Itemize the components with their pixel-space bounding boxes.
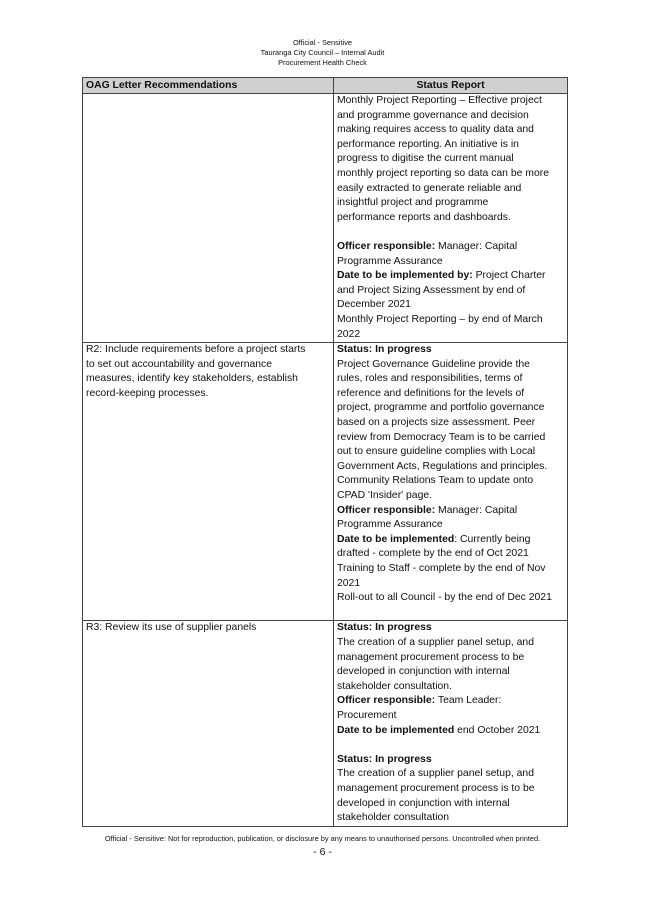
status-text-line: The creation of a supplier panel setup, and (337, 636, 534, 648)
date-text-line: 2021 (337, 577, 361, 589)
status-text-line: insightful project and programme (337, 197, 489, 209)
status-text-line: rules, roles and responsibilities, terms of (337, 373, 523, 385)
officer-value: Manager: Capital (435, 240, 518, 252)
status-text-line: management procurement process is to be (337, 782, 535, 794)
status-text-line: monthly project reporting so data can be more (337, 167, 549, 179)
status-text-line: performance reports and dashboards. (337, 211, 511, 223)
status-text-line: performance reporting. An initiative is in (337, 138, 519, 150)
officer-value-cont: Procurement (337, 709, 397, 721)
status-text-line: Project Governance Guideline provide the (337, 358, 530, 370)
recommendation-text-line: measures, identify key stakeholders, establish (86, 373, 298, 385)
officer-value-cont: Programme Assurance (337, 255, 443, 267)
date-value: Project Charter (472, 270, 546, 282)
status-text-line: progress to digitise the current manual (337, 153, 514, 165)
officer-label: Officer responsible: (337, 504, 436, 516)
recommendation-text-line: R2: Include requirements before a project starts (86, 344, 306, 356)
recommendation-cell (83, 343, 334, 621)
recommendations-table (82, 77, 568, 827)
status-cell (334, 343, 568, 621)
recommendation-text-line: record-keeping processes. (86, 387, 209, 399)
officer-line (337, 504, 564, 519)
officer-label: Officer responsible: (337, 695, 436, 707)
table-row (83, 621, 568, 826)
status-text-line: review from Democracy Team is to be carried (337, 431, 546, 443)
status-text-line: easily extracted to generate reliable and (337, 182, 522, 194)
blank-line (337, 225, 564, 240)
status-text-line: project, programme and portfolio governance (337, 402, 545, 414)
recommendation-text-line: R3: Review its use of supplier panels (86, 622, 257, 634)
date-label: Date to be implemented (337, 724, 455, 736)
date-text-line: Roll-out to all Council - by the end of Dec 2021 (337, 592, 552, 604)
date-line (337, 724, 564, 739)
date-label: Date to be implemented by: (337, 270, 473, 282)
page-number: - 6 - (313, 846, 332, 858)
date-text-line: drafted - complete by the end of Oct 2021 (337, 548, 529, 560)
status-text-line: developed in conjunction with internal (337, 797, 510, 809)
status-text-line: reference and definitions for the levels of (337, 387, 525, 399)
status-text-line: and programme governance and decision (337, 109, 529, 121)
table-header-row (83, 78, 568, 94)
status-text-line: based on a projects size assessment. Peer (337, 417, 536, 429)
date-text-line: Monthly Project Reporting – by end of March (337, 313, 543, 325)
status-text-line: out to ensure guideline complies with Local (337, 446, 536, 458)
date-line (337, 269, 564, 284)
header-status-report: Status Report (334, 78, 568, 94)
date-value: : Currently being (454, 533, 531, 545)
blank-line (337, 606, 564, 621)
status-label: Status: In progress (337, 622, 432, 634)
status-cell (334, 94, 568, 343)
date-value: end October 2021 (454, 724, 541, 736)
date-text-line: and Project Sizing Assessment by end of (337, 284, 526, 296)
organisation-label: Tauranga City Council – Internal Audit (260, 48, 385, 57)
status-text-line: developed in conjunction with internal (337, 666, 510, 678)
status-text-line: Community Relations Team to update onto (337, 475, 534, 487)
header-recommendations: OAG Letter Recommendations (83, 78, 334, 94)
blank-line (337, 738, 564, 753)
status-label: Status: In progress (337, 753, 432, 765)
status-text-line: stakeholder consultation. (337, 680, 452, 692)
status-text-line: Monthly Project Reporting – Effective project (337, 95, 542, 106)
table-row (83, 343, 568, 621)
status-text-line: The creation of a supplier panel setup, and (337, 768, 534, 780)
officer-value: Manager: Capital (435, 504, 518, 516)
recommendation-text-line: to set out accountability and governance (86, 358, 273, 370)
officer-value-cont: Programme Assurance (337, 519, 443, 531)
page-header (0, 38, 645, 68)
status-text-line: CPAD 'Insider' page. (337, 490, 433, 502)
date-text-line: Training to Staff - complete by the end of Nov (337, 563, 546, 574)
officer-line (337, 240, 564, 255)
document-title: Procurement Health Check (278, 58, 367, 67)
date-text-line: 2022 (337, 328, 361, 340)
date-label: Date to be implemented (337, 533, 455, 545)
recommendation-cell (83, 621, 334, 826)
status-text-line: stakeholder consultation (337, 812, 450, 824)
status-text-line: Government Acts, Regulations and principles. (337, 460, 548, 472)
recommendation-cell (83, 94, 334, 343)
status-text-line: making requires access to quality data and (337, 124, 534, 136)
date-line (337, 533, 564, 548)
officer-value: Team Leader: (435, 695, 502, 707)
officer-line (337, 694, 564, 709)
date-text-line: December 2021 (337, 299, 411, 311)
confidentiality-notice: Official - Sensitive: Not for reproduction, publication, or disclosure by any means to unauthorised persons. Uncontrolled when printed. (104, 834, 541, 843)
classification-label: Official - Sensitive (292, 38, 352, 47)
status-label: Status: In progress (337, 344, 432, 356)
status-text-line: management procurement process to be (337, 651, 525, 663)
officer-label: Officer responsible: (337, 240, 436, 252)
status-cell (334, 621, 568, 826)
table-row (83, 94, 568, 343)
